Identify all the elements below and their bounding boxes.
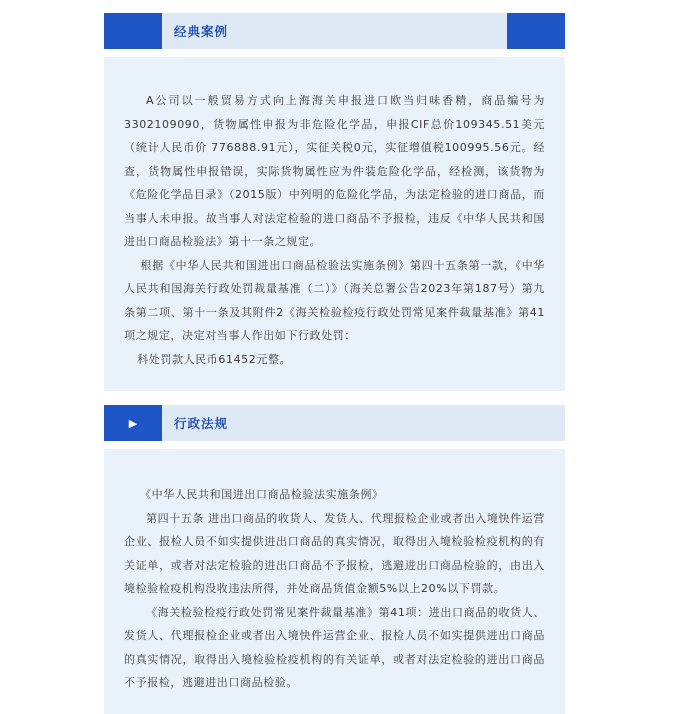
regulation-article: 第四十五条 进出口商品的收货人、发货人、代理报检企业或者出入境快件运营企业、报检人员不如实提供进出口商品的真实情况，取得出入境检验检疫机构的有关证单，或者对法定检验的进出口商品不予报检，逃避进出口商品检验的，由出入境检验检疫机构没收违法所得，并处商品货值金额5%以上20%以下罚款。 [124,511,545,595]
regulation-panel [104,449,565,714]
section-header-cases [104,13,565,49]
case-paragraph: A公司以一般贸易方式向上海海关申报进口欧当归味香精，商品编号为3302109090，货物属性申报为非危险化学品，申报CIF总价109345.51美元（统计人民币价 776888.91元），实征关税0元，实征增值税100995.56元。经查，货物属性申报错误，实际货物属性应为件装危险化学品，经检测，该货物为《危险化学品目录》（2015版）中列明的危险化学品，为法定检验的进口商品，而当事人未申报。故当事人对法定检验的进口商品不予报检，违反《中华人民共和国进出口商品检验法》第十一条之规定。 [124,94,545,248]
section-title: 经典案例 [174,24,229,39]
section-header-regulations [104,405,565,441]
header-accent-left [104,13,162,49]
header-accent-right [507,13,565,49]
regulation-article: 《海关检验检疫行政处罚常见案件裁量基准》第41项：进出口商品的收货人、发货人、代理报检企业或者出入境快件运营企业、报检人员不如实提供进出口商品的真实情况，取得出入境检验检疫机构的有关证单，或者对法定检验的进出口商品不予报检，逃避进出口商品检验。 [124,605,545,689]
section-title: 行政法规 [174,416,229,431]
case-panel [104,57,565,391]
case-penalty: 科处罚款人民币61452元整。 [137,352,292,366]
play-arrow-icon: ▶ [104,405,162,441]
regulation-title: 《中华人民共和国进出口商品检验法实施条例》 [140,488,384,501]
case-paragraph: 根据《中华人民共和国进出口商品检验法实施条例》第四十五条第一款，《中华人民共和国海关行政处罚裁量基准（二）》（海关总署公告2023年第187号）第九条第二项、第十一条及其附件2《海关检验检疫行政处罚常见案件裁量基准》第41项之规定，决定对当事人作出如下行政处罚： [124,258,545,342]
